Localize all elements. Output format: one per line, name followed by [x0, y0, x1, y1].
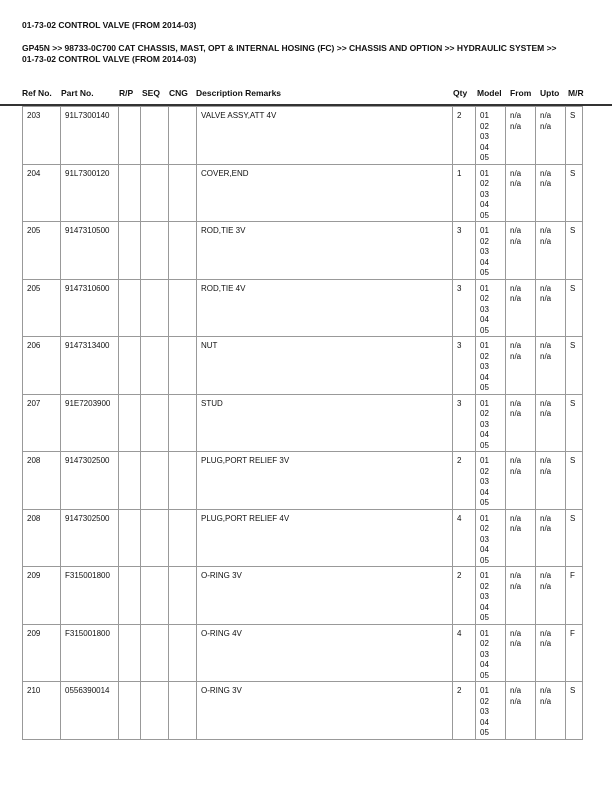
cell-seq: [141, 394, 169, 452]
table-row: [23, 509, 583, 567]
cell-upto: n/a n/a: [536, 279, 566, 337]
page-title: 01-73-02 CONTROL VALVE (FROM 2014-03): [22, 20, 197, 30]
cell-mr: S: [566, 509, 583, 567]
cell-model: 01 02 03 04 05: [476, 164, 506, 222]
cell-rp: [119, 279, 141, 337]
cell-part: F315001800: [61, 567, 119, 625]
table-row: [23, 279, 583, 337]
cell-qty: 2: [453, 682, 476, 740]
cell-model: 01 02 03 04 05: [476, 222, 506, 280]
cell-rp: [119, 164, 141, 222]
cell-ref: 203: [23, 107, 61, 165]
cell-qty: 1: [453, 164, 476, 222]
cell-rp: [119, 682, 141, 740]
cell-from: n/a n/a: [506, 107, 536, 165]
breadcrumb: [22, 43, 602, 65]
cell-mr: F: [566, 624, 583, 682]
cell-rp: [119, 624, 141, 682]
cell-upto: n/a n/a: [536, 164, 566, 222]
table-row: [23, 394, 583, 452]
cell-ref: 204: [23, 164, 61, 222]
cell-cng: [169, 107, 197, 165]
cell-upto: n/a n/a: [536, 452, 566, 510]
table-row: [23, 567, 583, 625]
cell-seq: [141, 337, 169, 395]
cell-part: 9147313400: [61, 337, 119, 395]
cell-ref: 205: [23, 222, 61, 280]
cell-rp: [119, 222, 141, 280]
cell-cng: [169, 509, 197, 567]
cell-cng: [169, 222, 197, 280]
cell-from: n/a n/a: [506, 394, 536, 452]
cell-from: n/a n/a: [506, 567, 536, 625]
cell-upto: n/a n/a: [536, 624, 566, 682]
cell-model: 01 02 03 04 05: [476, 682, 506, 740]
col-qty: Qty: [453, 88, 468, 98]
cell-cng: [169, 682, 197, 740]
cell-qty: 3: [453, 279, 476, 337]
cell-cng: [169, 452, 197, 510]
cell-cng: [169, 567, 197, 625]
cell-desc: ROD,TIE 3V: [197, 222, 453, 280]
cell-ref: 208: [23, 452, 61, 510]
cell-from: n/a n/a: [506, 279, 536, 337]
cell-cng: [169, 624, 197, 682]
cell-ref: 210: [23, 682, 61, 740]
cell-part: 9147302500: [61, 452, 119, 510]
col-rp: R/P: [119, 88, 134, 98]
cell-ref: 206: [23, 337, 61, 395]
col-cng: CNG: [169, 88, 188, 98]
cell-desc: PLUG,PORT RELIEF 4V: [197, 509, 453, 567]
col-part: Part No.: [61, 88, 94, 98]
cell-mr: S: [566, 452, 583, 510]
cell-desc: VALVE ASSY,ATT 4V: [197, 107, 453, 165]
cell-desc: ROD,TIE 4V: [197, 279, 453, 337]
cell-qty: 4: [453, 624, 476, 682]
cell-mr: S: [566, 279, 583, 337]
col-upto: Upto: [540, 88, 560, 98]
cell-mr: S: [566, 682, 583, 740]
cell-ref: 209: [23, 624, 61, 682]
cell-mr: S: [566, 107, 583, 165]
cell-qty: 4: [453, 509, 476, 567]
cell-desc: COVER,END: [197, 164, 453, 222]
col-from: From: [510, 88, 532, 98]
cell-desc: PLUG,PORT RELIEF 3V: [197, 452, 453, 510]
cell-qty: 2: [453, 452, 476, 510]
cell-from: n/a n/a: [506, 222, 536, 280]
table-row: [23, 337, 583, 395]
cell-from: n/a n/a: [506, 682, 536, 740]
cell-from: n/a n/a: [506, 337, 536, 395]
cell-ref: 207: [23, 394, 61, 452]
cell-model: 01 02 03 04 05: [476, 509, 506, 567]
breadcrumb-line-1: GP45N >> 98733-0C700 CAT CHASSIS, MAST, OPT & INTERNAL HOSING (FC) >> CHASSIS AND OPTION >> HYDRAULIC SYSTEM >>: [22, 43, 557, 53]
table-row: [23, 452, 583, 510]
cell-ref: 208: [23, 509, 61, 567]
cell-model: 01 02 03 04 05: [476, 279, 506, 337]
cell-rp: [119, 107, 141, 165]
cell-upto: n/a n/a: [536, 567, 566, 625]
cell-part: 9147302500: [61, 509, 119, 567]
cell-from: n/a n/a: [506, 509, 536, 567]
cell-from: n/a n/a: [506, 624, 536, 682]
cell-qty: 3: [453, 337, 476, 395]
cell-part: 9147310600: [61, 279, 119, 337]
cell-model: 01 02 03 04 05: [476, 452, 506, 510]
col-mr: M/R: [568, 88, 584, 98]
col-ref: Ref No.: [22, 88, 52, 98]
breadcrumb-line-2: 01-73-02 CONTROL VALVE (FROM 2014-03): [22, 54, 197, 64]
cell-seq: [141, 279, 169, 337]
cell-qty: 3: [453, 222, 476, 280]
cell-cng: [169, 394, 197, 452]
cell-model: 01 02 03 04 05: [476, 107, 506, 165]
cell-part: 91L7300120: [61, 164, 119, 222]
cell-qty: 2: [453, 107, 476, 165]
cell-desc: O-RING 3V: [197, 567, 453, 625]
cell-part: 91L7300140: [61, 107, 119, 165]
col-seq: SEQ: [142, 88, 160, 98]
cell-part: 9147310500: [61, 222, 119, 280]
cell-rp: [119, 509, 141, 567]
cell-part: F315001800: [61, 624, 119, 682]
cell-mr: S: [566, 394, 583, 452]
cell-rp: [119, 394, 141, 452]
cell-ref: 209: [23, 567, 61, 625]
cell-cng: [169, 164, 197, 222]
cell-desc: O-RING 4V: [197, 624, 453, 682]
cell-qty: 3: [453, 394, 476, 452]
cell-part: 0556390014: [61, 682, 119, 740]
cell-desc: NUT: [197, 337, 453, 395]
cell-model: 01 02 03 04 05: [476, 567, 506, 625]
cell-from: n/a n/a: [506, 452, 536, 510]
cell-part: 91E7203900: [61, 394, 119, 452]
cell-upto: n/a n/a: [536, 509, 566, 567]
cell-upto: n/a n/a: [536, 107, 566, 165]
table-row: [23, 624, 583, 682]
cell-model: 01 02 03 04 05: [476, 337, 506, 395]
cell-seq: [141, 682, 169, 740]
parts-table: [22, 106, 583, 740]
cell-upto: n/a n/a: [536, 394, 566, 452]
cell-seq: [141, 164, 169, 222]
cell-desc: STUD: [197, 394, 453, 452]
table-row: [23, 682, 583, 740]
cell-seq: [141, 222, 169, 280]
cell-seq: [141, 107, 169, 165]
cell-upto: n/a n/a: [536, 682, 566, 740]
cell-mr: S: [566, 164, 583, 222]
cell-ref: 205: [23, 279, 61, 337]
table-row: [23, 107, 583, 165]
table-header: [0, 88, 612, 100]
table-row: [23, 222, 583, 280]
col-desc: Description Remarks: [196, 88, 282, 98]
cell-mr: S: [566, 222, 583, 280]
table-row: [23, 164, 583, 222]
cell-rp: [119, 452, 141, 510]
cell-seq: [141, 624, 169, 682]
cell-rp: [119, 337, 141, 395]
cell-from: n/a n/a: [506, 164, 536, 222]
cell-mr: F: [566, 567, 583, 625]
cell-seq: [141, 509, 169, 567]
cell-seq: [141, 452, 169, 510]
col-model: Model: [477, 88, 502, 98]
cell-cng: [169, 279, 197, 337]
cell-seq: [141, 567, 169, 625]
cell-cng: [169, 337, 197, 395]
cell-model: 01 02 03 04 05: [476, 394, 506, 452]
cell-qty: 2: [453, 567, 476, 625]
cell-upto: n/a n/a: [536, 337, 566, 395]
cell-model: 01 02 03 04 05: [476, 624, 506, 682]
cell-rp: [119, 567, 141, 625]
cell-mr: S: [566, 337, 583, 395]
cell-desc: O-RING 3V: [197, 682, 453, 740]
cell-upto: n/a n/a: [536, 222, 566, 280]
